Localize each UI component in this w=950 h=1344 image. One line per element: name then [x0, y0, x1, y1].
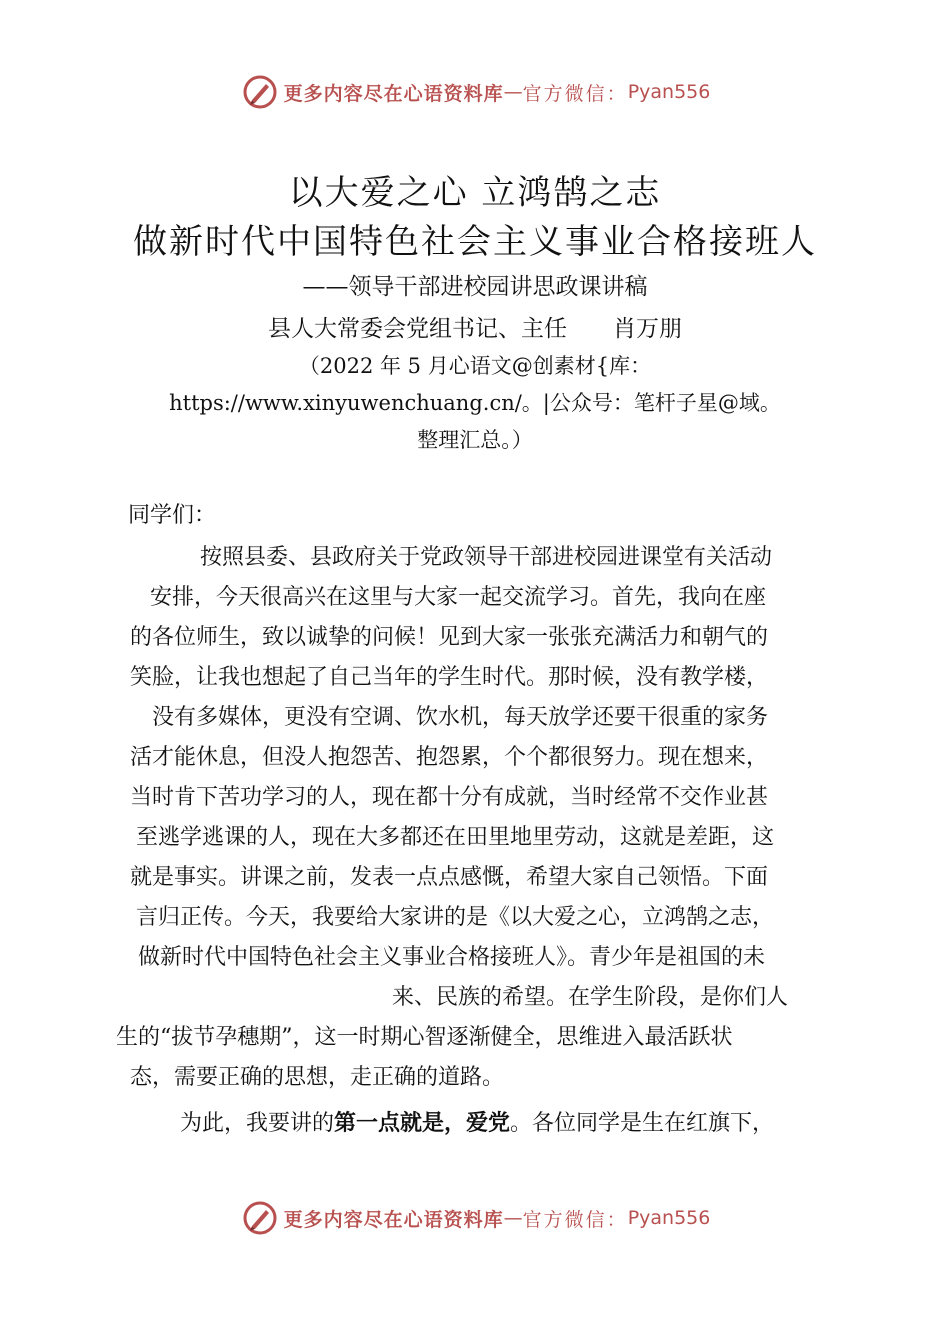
header-banner	[0, 72, 950, 112]
greeting: 同学们：	[128, 503, 217, 528]
banner-library-text: 更多内容尽在心语资料库	[283, 1208, 504, 1231]
source-note-line-1: （2022 年 5 月心语文@创素材{库：	[298, 354, 652, 378]
subtitle: ——领导干部进校园讲思政课讲稿	[302, 274, 648, 300]
body-paragraph-2	[180, 1106, 774, 1137]
body-line: 没有多媒体，更没有空调、饮水机，每天放学还要干很重的家务	[152, 705, 769, 730]
pen-logo-icon	[240, 72, 280, 112]
author-role: 县人大常委会党组书记、主任	[268, 316, 567, 342]
title-line-1: 以大爱之心 立鸿鹄之志	[288, 173, 662, 213]
body-line: 态，需要正确的思想，走正确的道路。	[130, 1065, 505, 1090]
body-line: 笑脸，让我也想起了自己当年的学生时代。那时候，没有教学楼，	[130, 665, 769, 690]
author-line	[0, 310, 950, 343]
para2-suffix: 。各位同学是生在红旗下，	[510, 1111, 775, 1136]
footer-banner	[0, 1198, 950, 1238]
author-name: 肖万朋	[613, 316, 682, 342]
banner-separator: —	[503, 1207, 523, 1229]
banner-library-text: 更多内容尽在心语资料库	[283, 82, 504, 105]
title-line-2: 做新时代中国特色社会主义事业合格接班人	[133, 222, 817, 262]
banner-wechat-id: Pyan556	[627, 1207, 711, 1229]
banner-separator: —	[503, 81, 523, 103]
banner-wechat-id: Pyan556	[627, 81, 711, 103]
source-note-line-3: 整理汇总。）	[417, 428, 533, 452]
para2-bold: 第一点就是，爱党	[334, 1110, 511, 1136]
body-line: 来、民族的希望。在学生阶段，是你们人	[392, 985, 789, 1010]
body-line: 至逃学逃课的人，现在大多都还在田里地里劳动，这就是差距，这	[136, 825, 775, 850]
source-note	[0, 348, 950, 459]
banner-wechat-label: 官方微信：	[522, 82, 628, 105]
source-note-line-2: https://www.xinyuwenchuang.cn/。|公众号：笔杆子星@域。	[169, 391, 781, 415]
body-line: 做新时代中国特色社会主义事业合格接班人》。青少年是祖国的未	[138, 945, 766, 970]
body-line: 的各位师生，致以诚挚的问候！见到大家一张张充满活力和朝气的	[130, 625, 769, 650]
body-line: 就是事实。讲课之前，发表一点点感慨，希望大家自己领悟。下面	[130, 865, 769, 890]
body-line: 按照县委、县政府关于党政领导干部进校园进课堂有关活动	[200, 545, 773, 570]
body-line: 言归正传。今天，我要给大家讲的是《以大爱之心，立鸿鹄之志，	[136, 905, 775, 930]
body-line: 当时肯下苦功学习的人，现在都十分有成就，当时经常不交作业甚	[130, 785, 769, 810]
body-line: 安排，今天很高兴在这里与大家一起交流学习。首先，我向在座	[150, 585, 767, 610]
banner-wechat-label: 官方微信：	[522, 1208, 628, 1231]
pen-logo-icon	[240, 1198, 280, 1238]
body-line: 生的“拔节孕穗期”，这一时期心智逐渐健全，思维进入最活跃状	[116, 1025, 733, 1050]
para2-prefix: 为此，我要讲的	[180, 1111, 335, 1136]
body-line: 活才能休息，但没人抱怨苦、抱怨累，个个都很努力。现在想来，	[130, 745, 769, 770]
